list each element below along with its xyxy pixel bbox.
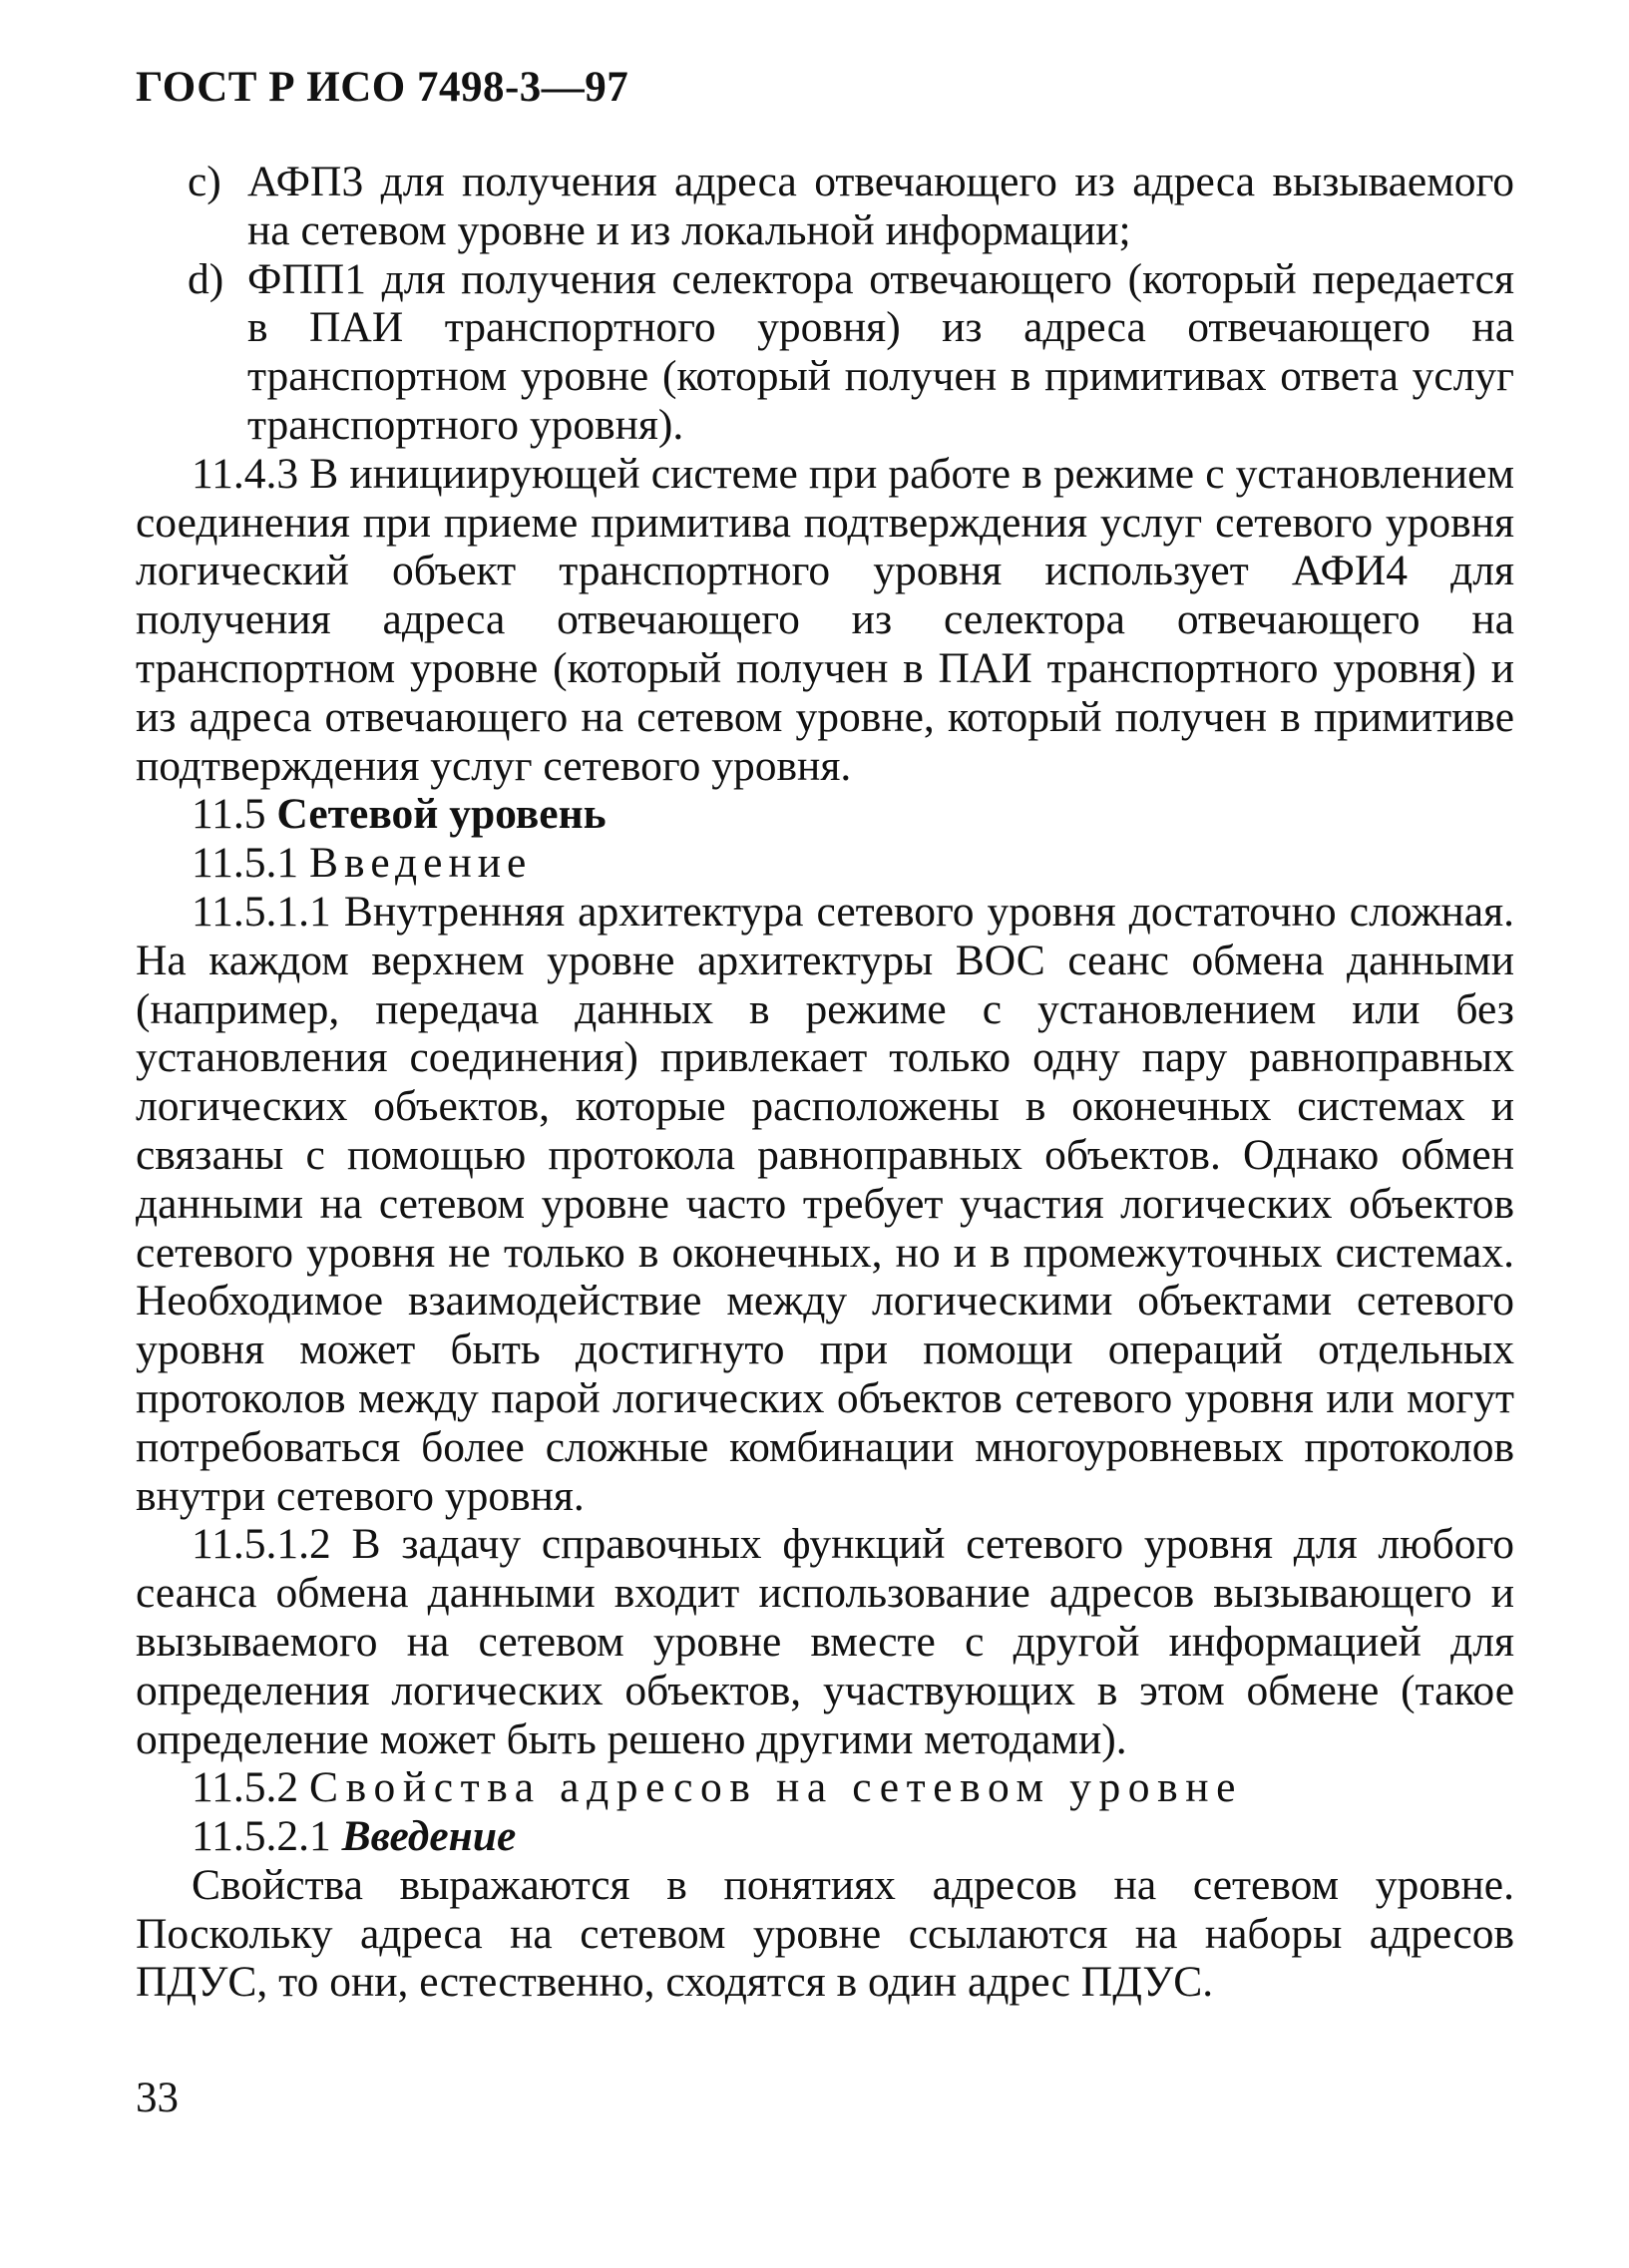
- page-number: 33: [136, 2075, 179, 2121]
- list-marker: d): [188, 254, 224, 303]
- paragraph-11-4-3: 11.4.3 В инициирующей системе при работе в режиме с установлением соединения при приеме примитива подтверждения услуг сетевого уровня логический объект транспортного уровня использует АФИ4 для получения адреса отвечающего из селектора отвечающего на транспортном уровне (который получен в ПАИ транспортного уровня) и из адреса отвечающего на сетевом уровне, который получен в примитиве подтверждения услуг сетевого уровня.: [136, 449, 1514, 790]
- section-heading-11-5: [136, 790, 1514, 839]
- section-number: 11.5.2: [192, 1763, 299, 1812]
- section-number: 11.5.1: [192, 839, 299, 888]
- section-title: Сетевой уровень: [276, 790, 607, 839]
- section-title: Введение: [309, 839, 533, 888]
- section-number: 11.5: [192, 790, 266, 839]
- list-item-text: АФП3 для получения адреса отвечающего из адреса вызываемого на сетевом уровне и из локальной информации;: [247, 158, 1514, 254]
- subsection-heading-11-5-2-1: [136, 1812, 1514, 1861]
- list-marker: c): [188, 158, 221, 205]
- section-number: 11.5.2.1: [192, 1812, 331, 1861]
- subsection-heading-11-5-2: [136, 1763, 1514, 1812]
- paragraph-11-5-1-1: 11.5.1.1 Внутренняя архитектура сетевого уровня достаточно сложная. На каждом верхнем уровне архитектуры ВОС сеанс обмена данными (например, передача данных в режиме с установлением или без установления соединения) привлекает только одну пару равноправных логических объектов, которые расположены в оконечных системах и связаны с помощью протокола равноправных объектов. Однако обмен данными на сетевом уровне часто требует участия логических объектов сетевого уровня не только в оконечных, но и в промежуточных системах. Необходимое взаимодействие между логическими объектами сетевого уровня может быть достигнуто при помощи операций отдельных протоколов между парой логических объектов сетевого уровня или могут потребоваться более сложные комбинации многоуровневых протоколов внутри сетевого уровня.: [136, 887, 1514, 1520]
- paragraph-11-5-1-2: 11.5.1.2 В задачу справочных функций сетевого уровня для любого сеанса обмена данными входит использование адресов вызывающего и вызываемого на сетевом уровне вместе с другой информацией для определения логических объектов, участвующих в этом обмене (такое определение может быть решено другими методами).: [136, 1520, 1514, 1763]
- list-item-text: ФПП1 для получения селектора отвечающего (который передается в ПАИ транспортного уровня) из адреса отвечающего на транспортном уровне (который получен в примитивах ответа услуг транспортного уровня).: [247, 254, 1514, 449]
- list-item-d: [136, 255, 1514, 450]
- list-item-c: [136, 158, 1514, 255]
- subsection-heading-11-5-1: [136, 839, 1514, 888]
- section-title: Введение: [341, 1812, 517, 1861]
- section-title: Свойства адресов на сетевом уровне: [309, 1763, 1244, 1812]
- document-body: [136, 158, 1514, 2007]
- standard-header: ГОСТ Р ИСО 7498-3—97: [136, 64, 629, 111]
- paragraph-properties: Свойства выражаются в понятиях адресов на сетевом уровне. Поскольку адреса на сетевом уровне ссылаются на наборы адресов ПДУС, то они, естественно, сходятся в один адрес ПДУС.: [136, 1860, 1514, 2007]
